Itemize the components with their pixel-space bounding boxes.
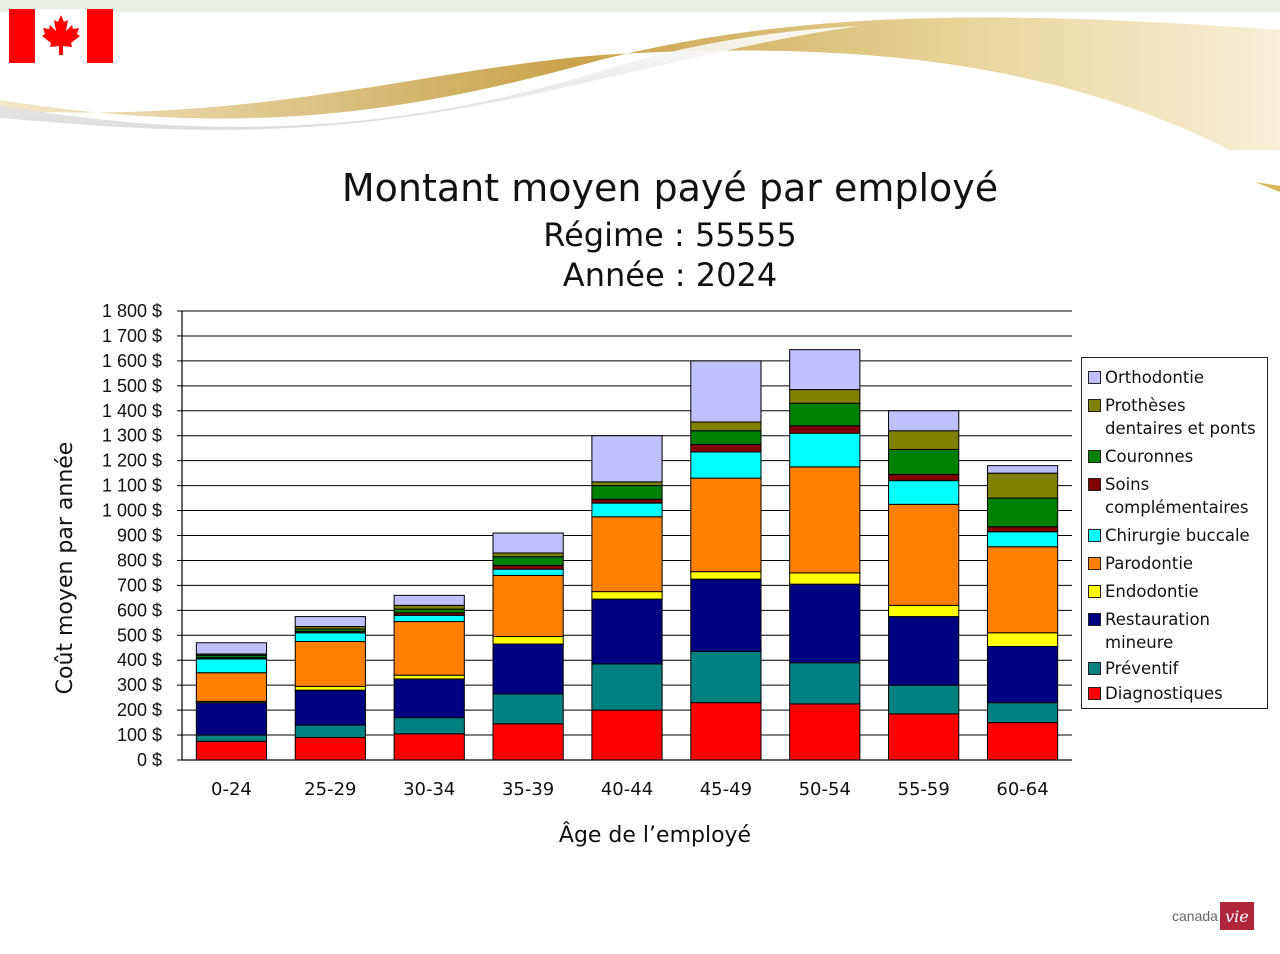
bar-segment-45-49-8 (691, 422, 761, 431)
bar-segment-55-59-2 (889, 617, 959, 686)
bar-segment-25-29-5 (295, 633, 365, 642)
bar-segment-40-44-7 (592, 486, 662, 500)
x-tick-label: 35-39 (501, 779, 555, 800)
legend-label: Orthodontie (1105, 368, 1205, 387)
bar-segment-25-29-9 (295, 617, 365, 627)
bar-segment-55-59-7 (889, 449, 959, 474)
bar-segment-50-54-5 (790, 433, 860, 467)
bar-segment-55-59-8 (889, 431, 959, 450)
legend-swatch (1088, 585, 1101, 598)
y-tick-label: 1 400 $ (101, 400, 162, 421)
bar-segment-45-49-9 (691, 361, 761, 422)
bar-segment-60-64-2 (987, 647, 1057, 703)
legend-item (1088, 657, 1178, 680)
bar-segment-40-44-2 (592, 599, 662, 664)
bar-segment-60-64-5 (987, 532, 1057, 547)
legend-item (1088, 682, 1223, 705)
bar-segment-55-59-1 (889, 685, 959, 714)
bar-segment-0-24-1 (196, 735, 266, 741)
legend-swatch (1088, 371, 1101, 384)
legend-label: Prothèses dentaires et ponts (1105, 396, 1256, 438)
bar-segment-25-29-2 (295, 690, 365, 725)
legend-item (1088, 524, 1250, 547)
bar-segment-25-29-3 (295, 686, 365, 690)
bar-segment-40-44-4 (592, 517, 662, 592)
bar-segment-30-34-2 (394, 679, 464, 718)
y-tick-label: 100 $ (116, 725, 162, 746)
bar-segment-45-49-6 (691, 444, 761, 451)
legend (1081, 357, 1268, 709)
y-tick-label: 1 100 $ (101, 475, 162, 496)
y-tick-label: 400 $ (116, 650, 162, 671)
bar-segment-30-34-7 (394, 609, 464, 613)
bar-segment-55-59-0 (889, 714, 959, 760)
bar-segment-35-39-0 (493, 724, 563, 760)
x-tick-label: 0-24 (211, 779, 252, 800)
bar-segment-45-49-4 (691, 478, 761, 572)
bar-segment-30-34-1 (394, 718, 464, 734)
legend-label: Soins complémentaires (1105, 475, 1249, 517)
legend-item (1088, 394, 1256, 440)
bar-segment-50-54-6 (790, 426, 860, 433)
legend-swatch (1088, 450, 1101, 463)
bar-segment-35-39-2 (493, 644, 563, 694)
y-tick-label: 300 $ (116, 675, 162, 696)
bar-segment-40-44-3 (592, 592, 662, 599)
bar-segment-45-49-1 (691, 651, 761, 702)
legend-item (1088, 608, 1210, 654)
legend-item (1088, 445, 1193, 468)
y-tick-label: 800 $ (116, 550, 162, 571)
bar-segment-40-44-5 (592, 503, 662, 517)
y-tick-label: 1 600 $ (101, 350, 162, 371)
bar-segment-30-34-5 (394, 615, 464, 621)
bar-segment-35-39-3 (493, 637, 563, 644)
bar-segment-40-44-9 (592, 436, 662, 482)
bar-segment-30-34-0 (394, 734, 464, 760)
bar-segment-60-64-9 (987, 466, 1057, 473)
x-tick-label: 50-54 (798, 779, 851, 800)
bar-segment-60-64-8 (987, 473, 1057, 498)
y-tick-label: 700 $ (116, 575, 162, 596)
legend-swatch (1088, 613, 1101, 626)
y-tick-label: 1 300 $ (101, 425, 162, 446)
chart-subtitle-annee: Année : 2024 (562, 256, 778, 294)
bar-segment-35-39-4 (493, 575, 563, 636)
bar-segment-40-44-8 (592, 482, 662, 486)
bar-segment-55-59-3 (889, 605, 959, 616)
bar-segment-35-39-8 (493, 553, 563, 557)
bar-segment-30-34-3 (394, 675, 464, 679)
bar-segment-45-49-5 (691, 452, 761, 478)
x-tick-label: 60-64 (996, 779, 1049, 800)
bar-segment-25-29-0 (295, 738, 365, 760)
bar-segment-50-54-1 (790, 663, 860, 704)
x-tick-label: 40-44 (600, 779, 654, 800)
bar-segment-25-29-4 (295, 642, 365, 687)
bar-segment-40-44-0 (592, 710, 662, 760)
legend-label: Diagnostiques (1105, 684, 1223, 703)
legend-swatch (1088, 662, 1101, 675)
bar-segment-0-24-5 (196, 659, 266, 673)
bar-segment-50-54-7 (790, 403, 860, 425)
brand-mark-icon: vie (1220, 902, 1254, 930)
legend-label: Endodontie (1105, 582, 1199, 601)
bar-segment-40-44-6 (592, 499, 662, 503)
y-tick-label: 0 $ (136, 750, 162, 770)
y-tick-label: 200 $ (116, 700, 162, 721)
bar-segment-50-54-2 (790, 584, 860, 663)
bar-segment-0-24-0 (196, 741, 266, 760)
legend-label: Parodontie (1105, 554, 1194, 573)
legend-swatch (1088, 529, 1101, 542)
bar-segment-50-54-9 (790, 350, 860, 390)
bar-segment-35-39-1 (493, 694, 563, 724)
x-axis-title: Âge de l’employé (558, 823, 752, 848)
brand-logo (1172, 900, 1254, 932)
brand-word: canada (1172, 908, 1218, 924)
bar-segment-25-29-1 (295, 725, 365, 737)
y-tick-label: 600 $ (116, 600, 162, 621)
legend-swatch (1088, 399, 1101, 412)
bar-segment-60-64-3 (987, 633, 1057, 647)
legend-item (1088, 580, 1199, 603)
bar-segment-45-49-7 (691, 431, 761, 445)
y-tick-label: 1 700 $ (101, 325, 162, 346)
x-tick-label: 30-34 (403, 779, 456, 800)
bar-segment-30-34-4 (394, 622, 464, 676)
y-axis-title: Coût moyen par année (53, 441, 78, 695)
bar-segment-45-49-0 (691, 703, 761, 760)
legend-item (1088, 473, 1248, 519)
y-tick-label: 1 000 $ (101, 500, 162, 521)
bar-segment-0-24-4 (196, 673, 266, 702)
chart-title: Montant moyen payé par employé (341, 166, 999, 210)
bar-segment-60-64-0 (987, 723, 1057, 760)
legend-label: Chirurgie buccale (1105, 526, 1250, 545)
bar-segment-30-34-9 (394, 595, 464, 605)
bar-segment-35-39-6 (493, 565, 563, 569)
x-tick-label: 45-49 (699, 779, 753, 800)
bar-segment-35-39-5 (493, 569, 563, 575)
y-tick-label: 500 $ (116, 625, 162, 646)
bar-segment-60-64-4 (987, 547, 1057, 633)
legend-swatch (1088, 478, 1101, 491)
bar-segment-60-64-6 (987, 527, 1057, 532)
bar-segment-50-54-8 (790, 390, 860, 404)
y-tick-label: 900 $ (116, 525, 162, 546)
legend-label: Couronnes (1105, 447, 1194, 466)
y-tick-label: 1 200 $ (101, 450, 162, 471)
bar-segment-0-24-2 (196, 703, 266, 735)
legend-item (1088, 552, 1193, 575)
bar-segment-55-59-9 (889, 411, 959, 431)
bar-segment-40-44-1 (592, 664, 662, 710)
bar-segment-35-39-7 (493, 557, 563, 566)
x-tick-label: 25-29 (304, 779, 357, 800)
y-tick-label: 1 800 $ (101, 301, 162, 321)
bar-segment-60-64-7 (987, 498, 1057, 527)
bar-segment-55-59-4 (889, 504, 959, 605)
bar-segment-50-54-4 (790, 467, 860, 573)
legend-label: Préventif (1105, 659, 1179, 678)
legend-swatch (1088, 557, 1101, 570)
bar-segment-55-59-6 (889, 474, 959, 480)
bar-segment-55-59-5 (889, 481, 959, 505)
bar-segment-0-24-9 (196, 643, 266, 654)
legend-swatch (1088, 687, 1101, 700)
y-tick-label: 1 500 $ (101, 375, 162, 396)
legend-item (1088, 366, 1204, 389)
legend-label: Restauration mineure (1105, 610, 1211, 652)
bar-segment-50-54-3 (790, 573, 860, 584)
x-tick-label: 55-59 (897, 779, 950, 800)
bar-segment-30-34-8 (394, 605, 464, 609)
chart-subtitle-regime: Régime : 55555 (543, 216, 797, 254)
bar-segment-60-64-1 (987, 703, 1057, 723)
bar-segment-45-49-3 (691, 572, 761, 579)
bar-segment-35-39-9 (493, 533, 563, 553)
bar-segment-45-49-2 (691, 579, 761, 651)
bar-segment-50-54-0 (790, 704, 860, 760)
